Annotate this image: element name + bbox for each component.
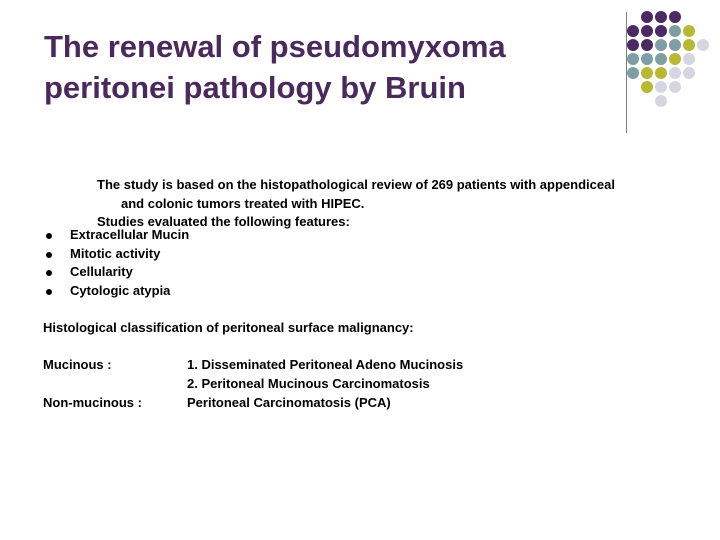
title-line-1: The renewal of pseudomyxoma — [44, 29, 506, 64]
nonmucinous-item-1: Peritoneal Carcinomatosis (PCA) — [187, 395, 391, 410]
dot-teal — [669, 39, 681, 51]
dot-olive — [669, 53, 681, 65]
dot-lavender — [669, 67, 681, 79]
feature-label: Mitotic activity — [70, 245, 161, 261]
dot-teal — [641, 53, 653, 65]
dot-olive — [683, 39, 695, 51]
classification-heading: Histological classification of peritoneal surface malignancy: — [43, 320, 414, 335]
feature-item — [44, 226, 189, 245]
dot-purple — [641, 39, 653, 51]
dot-olive — [683, 25, 695, 37]
bullet-icon — [46, 270, 52, 276]
feature-label: Cytologic atypia — [70, 282, 171, 298]
dot-purple — [669, 11, 681, 23]
feature-item — [44, 263, 189, 282]
dot-lavender — [697, 39, 709, 51]
dot-teal — [627, 67, 639, 79]
dot-olive — [641, 81, 653, 93]
slide-title — [44, 26, 604, 108]
intro-line-3: Studies evaluated the following features: — [97, 214, 350, 229]
dot-purple — [641, 25, 653, 37]
dot-purple — [655, 25, 667, 37]
dot-teal — [655, 53, 667, 65]
bullet-icon — [46, 289, 52, 295]
decorative-divider — [626, 12, 627, 133]
title-line-2: peritonei pathology by Bruin — [44, 70, 466, 105]
dot-lavender — [683, 53, 695, 65]
dot-purple — [627, 25, 639, 37]
mucinous-item-2: 2. Peritoneal Mucinous Carcinomatosis — [187, 375, 430, 391]
dot-olive — [641, 67, 653, 79]
dot-olive — [655, 67, 667, 79]
dot-purple — [641, 11, 653, 23]
bullet-icon — [46, 233, 52, 239]
bullet-icon — [46, 252, 52, 258]
feature-list — [44, 226, 189, 300]
dot-purple — [655, 11, 667, 23]
dot-lavender — [669, 81, 681, 93]
feature-label: Cellularity — [70, 264, 133, 280]
study-intro — [97, 176, 697, 232]
dot-lavender — [655, 81, 667, 93]
intro-line-1: The study is based on the histopathological review of 269 patients with appendiceal — [97, 177, 615, 192]
dot-lavender — [683, 67, 695, 79]
feature-label: Extracellular Mucin — [70, 227, 190, 242]
intro-line-2: and colonic tumors treated with HIPEC. — [121, 195, 365, 211]
dot-teal — [655, 39, 667, 51]
feature-item — [44, 282, 189, 301]
dot-teal — [669, 25, 681, 37]
dot-teal — [627, 53, 639, 65]
mucinous-item-1: 1. Disseminated Peritoneal Adeno Mucinosis — [187, 357, 464, 372]
feature-item — [44, 245, 189, 264]
mucinous-label: Mucinous : — [43, 357, 112, 372]
dot-lavender — [655, 95, 667, 107]
nonmucinous-label: Non-mucinous : — [43, 395, 142, 410]
dot-purple — [627, 39, 639, 51]
